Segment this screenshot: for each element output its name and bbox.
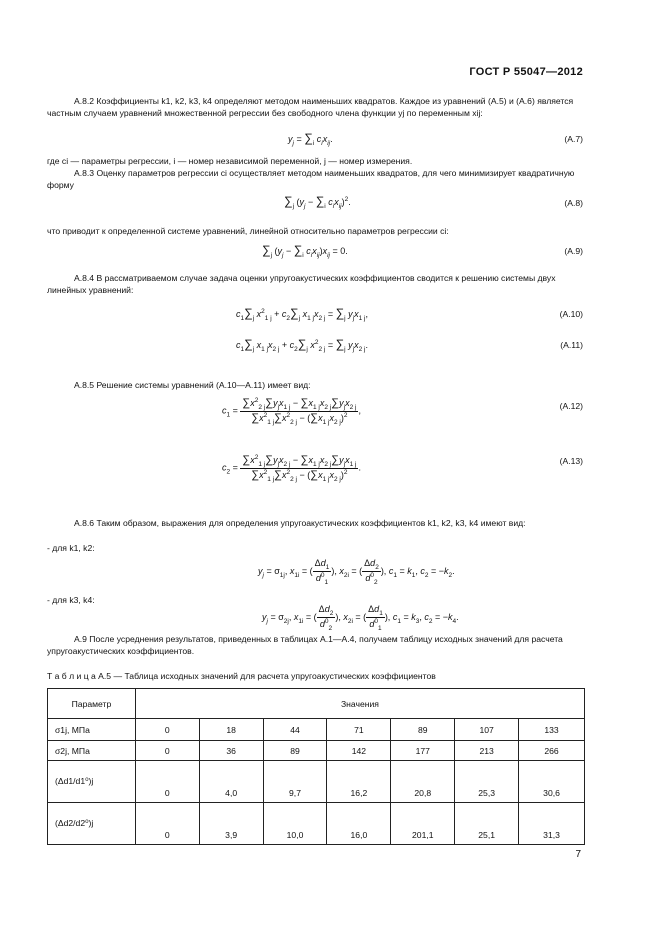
equation-number-a9: (А.9)	[564, 246, 583, 256]
table-cell: 3,9	[199, 803, 263, 845]
paragraph-where-ci: где ci — параметры регрессии, i — номер независимой переменной, j — номер измерения.	[47, 156, 413, 166]
equation-number-a7: (А.7)	[564, 134, 583, 144]
table-cell: 0	[135, 719, 199, 741]
table-row	[48, 761, 585, 803]
equation-number-a10: (А.10)	[559, 309, 583, 319]
equation-a9: $\sum_j$ ($y_j - \sum_i$ $c_ix_{ij})x_{ij} = 0$.	[262, 243, 348, 259]
paragraph-a83: А.8.3 Оценку параметров регрессии ci осуществляет методом наименьших квадратов, для чего минимизирует квадратичную форму	[47, 168, 575, 190]
paragraph-leads-to: что приводит к определенной системе уравнений, линейной относительно параметров регрессии ci:	[47, 226, 449, 236]
table-cell: 9,7	[263, 761, 327, 803]
equation-a11: $c_1\sum_j$ $x_{1 j}x_{2 j} + c_2\sum_j$ $x^2_{2 j} = \sum_j$ $y_jx_{2 j}$.	[236, 337, 368, 353]
table-cell: 20,8	[391, 761, 455, 803]
equation-a13: $c_2$ = $\frac{\sum x^2_{1 j}\sum y_jx_{2 j} - \sum x_{1 j}x_{2 j}\sum y_jx_{1 j}}{\sum x^2_{1 j}\sum x^2_{2 j} - (\sum x_{1 j}x_{2 j})^2}$ .	[222, 454, 361, 483]
table-cell: 10,0	[263, 803, 327, 845]
table-cell: 201,1	[391, 803, 455, 845]
values-table	[47, 688, 585, 845]
document-header: ГОСТ Р 55047—2012	[469, 66, 583, 78]
table-cell: 16,2	[327, 761, 391, 803]
row-label: (Δd1/d1⁰)j	[48, 761, 136, 803]
table-cell: 177	[391, 741, 455, 761]
table-cell: 25,3	[455, 761, 519, 803]
table-cell: 0	[135, 761, 199, 803]
paragraph-a82	[47, 95, 583, 119]
row-label: σ1j, МПа	[48, 719, 136, 741]
table-cell: 71	[327, 719, 391, 741]
table-cell: 30,6	[519, 761, 585, 803]
table-cell: 89	[263, 741, 327, 761]
equation-a10: $c_1\sum_j$ $x^2_{1 j} + c_2\sum_j$ $x_{1 j}x_{2 j} = \sum_j$ $y_jx_{1 j}$,	[236, 306, 368, 322]
table-cell: 133	[519, 719, 585, 741]
equation-k12: $y_j = \sigma_{1j}$, $x_{1i}$ = ( $\frac{\Delta d_1}{d^0_1}$ ), $x_{2i}$ = ( $\frac{\Delta d_2}{d^0_2}$ ), $c_1 = k_1$, $c_2 = -k_2$.	[258, 558, 455, 586]
equation-a12: $c_1$ = $\frac{\sum x^2_{2 j}\sum y_jx_{1 j} - \sum x_{1 j}x_{2 j}\sum y_jx_{2 j}}{\sum x^2_{1 j}\sum x^2_{2 j} - (\sum x_{1 j}x_{2 j})^2}$ ,	[222, 397, 361, 426]
equation-number-a13: (А.13)	[559, 456, 583, 466]
equation-number-a8: (А.8)	[564, 198, 583, 208]
table-cell: 36	[199, 741, 263, 761]
table-cell: 31,3	[519, 803, 585, 845]
table-cell: 0	[135, 803, 199, 845]
paragraph-a85: А.8.5 Решение системы уравнений (А.10—А.11) имеет вид:	[74, 380, 311, 390]
row-label: (Δd2/d2⁰)j	[48, 803, 136, 845]
table-cell: 4,0	[199, 761, 263, 803]
label-for-k34: - для k3, k4:	[47, 595, 95, 605]
table-cell: 0	[135, 741, 199, 761]
table-row	[48, 719, 585, 741]
table-row	[48, 803, 585, 845]
table-cell: 89	[391, 719, 455, 741]
table-cell: 213	[455, 741, 519, 761]
equation-a7: $y_j = \sum_i$ $c_ix_{ij}$.	[288, 131, 333, 147]
table-cell: 142	[327, 741, 391, 761]
header-param: Параметр	[48, 689, 136, 719]
paragraph-a84: А.8.4 В рассматриваемом случае задача оценки упругоакустических коэффициентов сводится к решению системы двух линейных уравнений:	[47, 273, 556, 295]
table-cell: 16,0	[327, 803, 391, 845]
paragraph-a9: А.9 После усреднения результатов, приведенных в таблицах А.1—А.4, получаем таблицу исходных значений для расчета упругоакустических коэффициентов.	[47, 634, 563, 656]
label-for-k12: - для k1, k2:	[47, 543, 95, 553]
equation-number-a11: (А.11)	[560, 340, 583, 350]
table-cell: 25,1	[455, 803, 519, 845]
equation-a8: $\sum_j$ ($y_j - \sum_i$ $c_ix_{ij})^2$.	[284, 194, 351, 210]
table-cell: 266	[519, 741, 585, 761]
table-row	[48, 741, 585, 761]
paragraph-a82-text: А.8.2 Коэффициенты k1, k2, k3, k4 определяют методом наименьших квадратов. Каждое из уравнений (А.5) и (А.6) является частным случаем уравнений множественной регрессии без свободного члена функции yj по переменным xij:	[47, 96, 574, 118]
equation-k34: $y_j = \sigma_{2j}$, $x_{1i}$ = ( $\frac{\Delta d_2}{d^0_2}$ ), $x_{2i}$ = ( $\frac{\Delta d_1}{d^0_1}$ ), $c_1 = k_3$, $c_2 = -k_4$.	[262, 604, 459, 632]
table-caption: Т а б л и ц а А.5 — Таблица исходных значений для расчета упругоакустических коэффициентов	[47, 671, 436, 681]
table-cell: 18	[199, 719, 263, 741]
table-header-row	[48, 689, 585, 719]
equation-number-a12: (А.12)	[559, 401, 583, 411]
header-values: Значения	[135, 689, 584, 719]
page-number: 7	[575, 849, 581, 860]
row-label: σ2j, МПа	[48, 741, 136, 761]
table-cell: 44	[263, 719, 327, 741]
paragraph-a86: А.8.6 Таким образом, выражения для определения упругоакустических коэффициентов k1, k2, k3, k4 имеют вид:	[74, 518, 526, 528]
table-cell: 107	[455, 719, 519, 741]
